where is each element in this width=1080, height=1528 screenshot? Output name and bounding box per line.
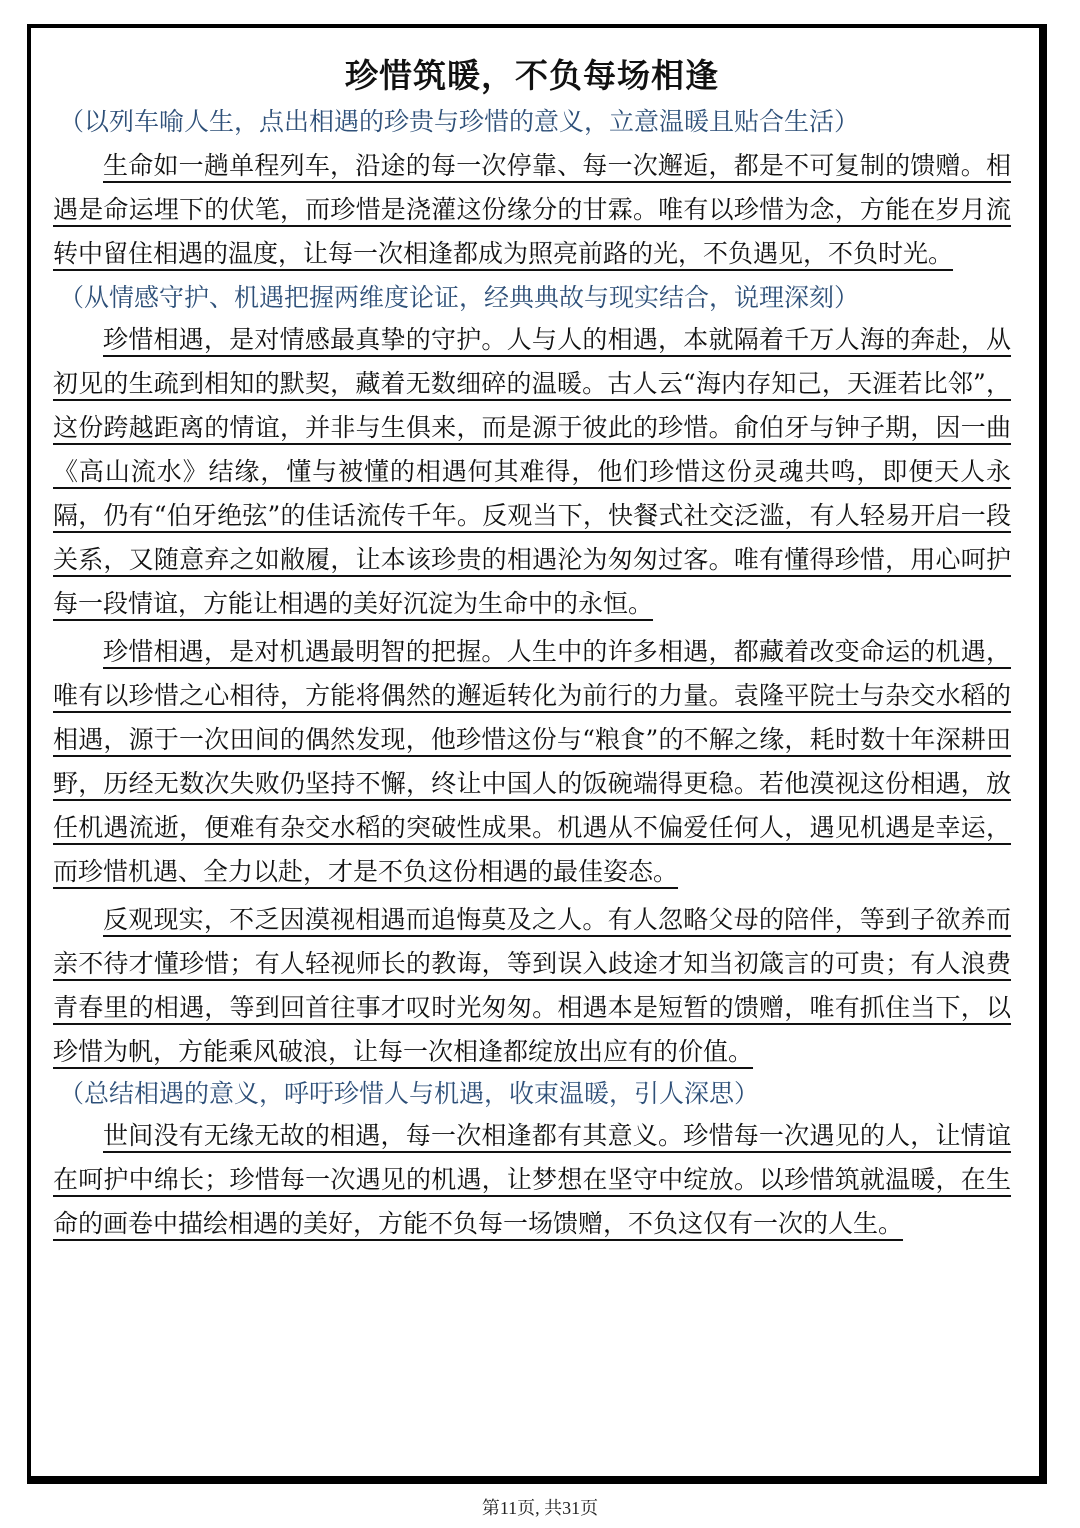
paragraph-emotion-text: 珍惜相遇，是对情感最真挚的守护。人与人的相遇，本就隔着千万人海的奔赴，从初见的生疏到相知的默契，藏着无数细碎的温暖。古人云“海内存知己，天涯若比邻”，这份跨越距离的情谊，并非与生俱来，而是源于彼此的珍惜。俞伯牙与钟子期，因一曲《高山流水》结缘，懂与被懂的相遇何其难得，他们珍惜这份灵魂共鸣，即便天人永隔，仍有“伯牙绝弦”的佳话流传千年。反观当下，快餐式社交泛滥，有人轻易开启一段关系，又随意弃之如敝履，让本该珍贵的相遇沦为匆匆过客。唯有懂得珍惜，用心呵护每一段情谊，方能让相遇的美好沉淀为生命中的永恒。 bbox=[53, 325, 1011, 618]
paragraph-reality bbox=[53, 898, 1011, 1074]
paragraph-reality-text: 反观现实，不乏因漠视相遇而追悔莫及之人。有人忽略父母的陪伴，等到子欲养而亲不待才懂珍惜；有人轻视师长的教诲，等到误入歧途才知当初箴言的可贵；有人浪费青春里的相遇，等到回首往事才叹时光匆匆。相遇本是短暂的馈赠，唯有抓住当下，以珍惜为帆，方能乘风破浪，让每一次相逢都绽放出应有的价值。 bbox=[53, 905, 1011, 1066]
paragraph-conclusion bbox=[53, 1114, 1011, 1246]
page-number: 第11页, 共31页 bbox=[481, 1498, 599, 1518]
essay-title: 珍惜筑暖，不负每场相逢 bbox=[345, 56, 719, 95]
paragraph-conclusion-text: 世间没有无缘无故的相遇，每一次相逢都有其意义。珍惜每一次遇见的人，让情谊在呵护中绵长；珍惜每一次遇见的机遇，让梦想在坚守中绽放。以珍惜筑就温暖，在生命的画卷中描绘相遇的美好，方能不负每一场馈赠，不负这仅有一次的人生。 bbox=[53, 1121, 1011, 1238]
essay-body bbox=[53, 28, 1011, 1246]
paragraph-opportunity-text: 珍惜相遇，是对机遇最明智的把握。人生中的许多相遇，都藏着改变命运的机遇，唯有以珍惜之心相待，方能将偶然的邂逅转化为前行的力量。袁隆平院士与杂交水稻的相遇，源于一次田间的偶然发现，他珍惜这份与“粮食”的不解之缘，耗时数十年深耕田野，历经无数次失败仍坚持不懈，终让中国人的饭碗端得更稳。若他漠视这份相遇，放任机遇流逝，便难有杂交水稻的突破性成果。机遇从不偏爱任何人，遇见机遇是幸运，而珍惜机遇、全力以赴，才是不负这份相遇的最佳姿态。 bbox=[53, 637, 1011, 886]
annotation-intro: （以列车喻人生，点出相遇的珍贵与珍惜的意义，立意温暖且贴合生活） bbox=[59, 107, 860, 136]
annotation-body: （从情感守护、机遇把握两维度论证，经典典故与现实结合，说理深刻） bbox=[59, 283, 860, 312]
paragraph-intro bbox=[53, 144, 1011, 276]
annotation-end: （总结相遇的意义，呼吁珍惜人与机遇，收束温暖，引人深思） bbox=[59, 1079, 760, 1108]
paragraph-opportunity bbox=[53, 630, 1011, 894]
paragraph-emotion bbox=[53, 318, 1011, 626]
paragraph-intro-text: 生命如一趟单程列车，沿途的每一次停靠、每一次邂逅，都是不可复制的馈赠。相遇是命运埋下的伏笔，而珍惜是浇灌这份缘分的甘霖。唯有以珍惜为念，方能在岁月流转中留住相遇的温度，让每一次相逢都成为照亮前路的光，不负遇见，不负时光。 bbox=[53, 151, 1011, 268]
